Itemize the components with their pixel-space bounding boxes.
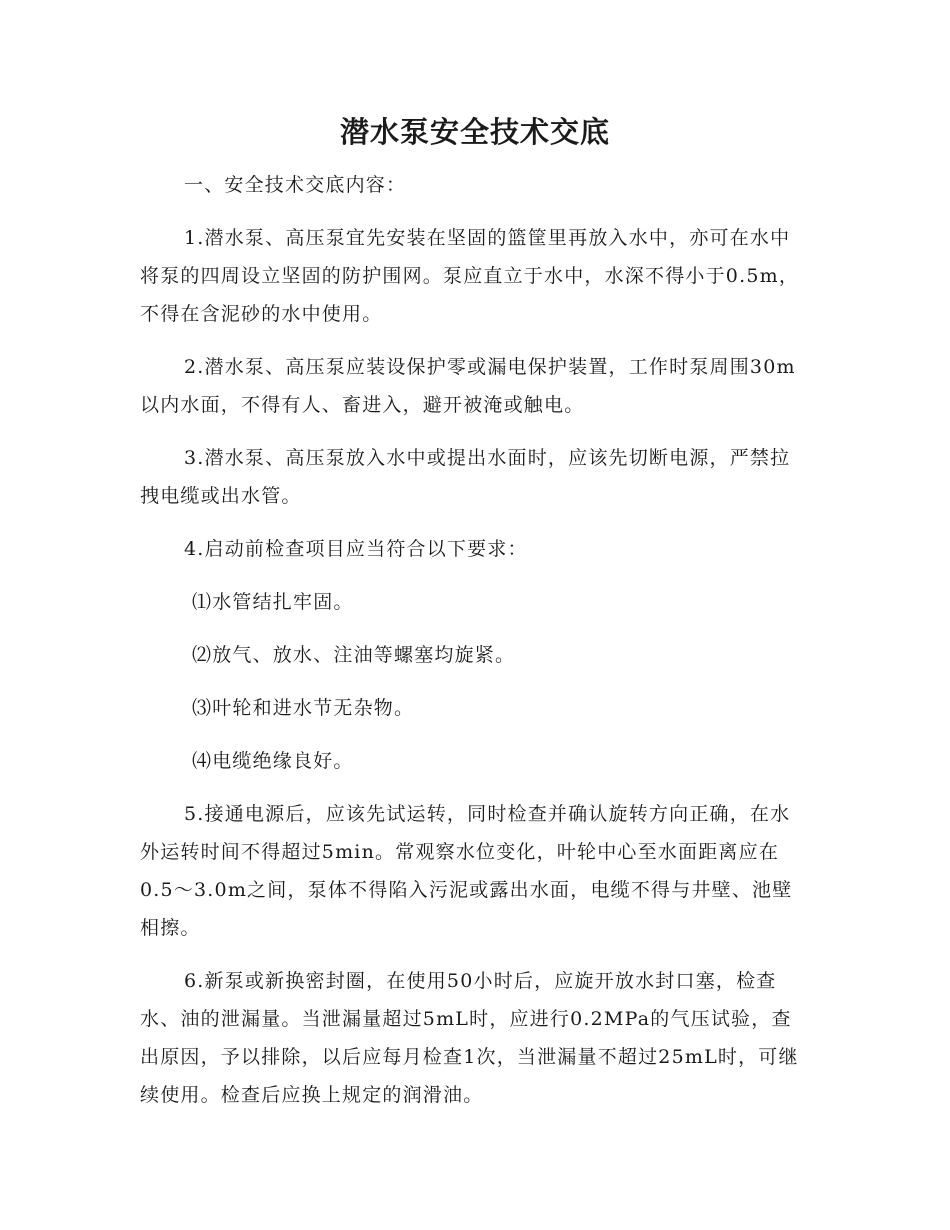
paragraph-item-6: 6.新泵或新换密封圈，在使用50小时后，应旋开放水封口塞，检查水、油的泄漏量。当泄漏量超过5mL时，应进行0.2MPa的气压试验，查出原因，予以排除，以后应每月检查1次，当泄漏量不超过25mL时，可继续使用。检查后应换上规定的润滑油。 — [140, 970, 799, 1106]
document-body — [140, 166, 805, 1129]
paragraph-item-2: 2.潜水泵、高压泵应装设保护零或漏电保护装置，工作时泵周围30m以内水面，不得有人、畜进入，避开被淹或触电。 — [140, 356, 796, 416]
subitem-4: ⑷电缆绝缘良好。 — [192, 750, 354, 772]
document-title: 潜水泵安全技术交底 — [339, 115, 610, 149]
paragraph-item-4: 4.启动前检查项目应当符合以下要求： — [184, 538, 528, 560]
paragraph-item-5: 5.接通电源后，应该先试运转，同时检查并确认旋转方向正确，在水外运转时间不得超过5min。常观察水位变化，叶轮中心至水面距离应在0.5～3.0m之间，泵体不得陷入污泥或露出水面，电缆不得与井壁、池壁相擦。 — [140, 803, 793, 939]
section-heading: 一、安全技术交底内容： — [184, 174, 407, 196]
subitem-1: ⑴水管结扎牢固。 — [192, 591, 354, 613]
paragraph-item-3: 3.潜水泵、高压泵放入水中或提出水面时，应该先切断电源，严禁拉拽电缆或出水管。 — [140, 447, 791, 507]
subitem-2: ⑵放气、放水、注油等螺塞均旋紧。 — [192, 644, 516, 666]
subitem-3: ⑶叶轮和进水节无杂物。 — [192, 697, 415, 719]
paragraph-item-1: 1.潜水泵、高压泵宜先安装在坚固的篮筐里再放入水中，亦可在水中将泵的四周设立坚固的防护围网。泵应直立于水中，水深不得小于0.5m，不得在含泥砂的水中使用。 — [140, 227, 800, 325]
